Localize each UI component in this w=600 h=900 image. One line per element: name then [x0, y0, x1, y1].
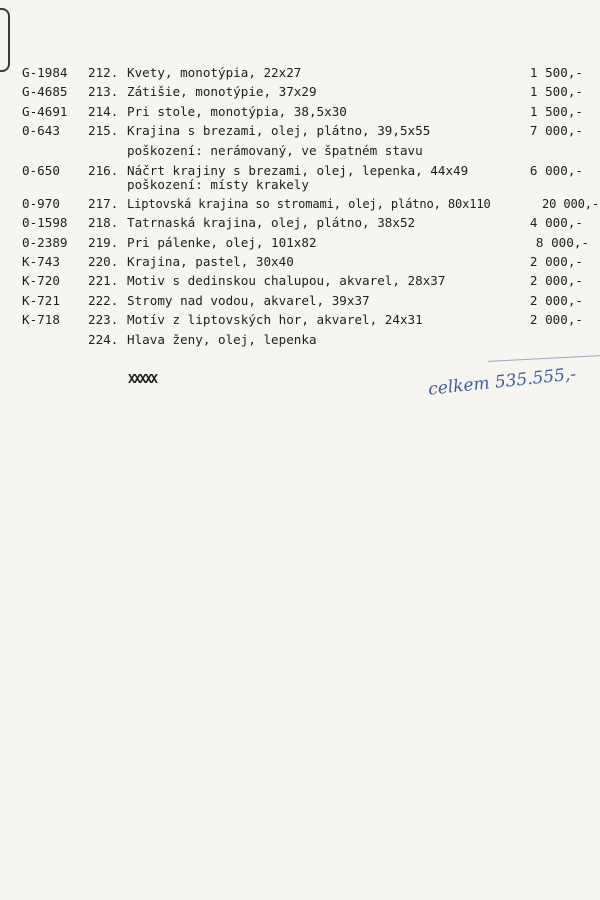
item-description: Krajina, pastel, 30x40: [127, 254, 294, 269]
item-description: Motív z liptovských hor, akvarel, 24x31: [127, 312, 423, 327]
item-price: 2 000,-: [529, 273, 583, 288]
item-description: Tatrnaská krajina, olej, plátno, 38x52: [127, 215, 416, 230]
list-item: [0, 83, 600, 101]
item-description: Hlava ženy, olej, lepenka: [127, 332, 317, 347]
list-item: [0, 311, 600, 329]
list-item: [0, 253, 600, 271]
list-item: [0, 103, 600, 121]
inventory-code: 0-1598: [22, 215, 68, 230]
inventory-code: 0-643: [22, 123, 60, 138]
list-item: [0, 234, 600, 252]
item-price: 2 000,-: [529, 312, 583, 327]
inventory-code: G-4691: [22, 104, 68, 119]
item-number: 221.: [88, 273, 119, 288]
item-price: 2 000,-: [529, 254, 583, 269]
item-price: 1 500,-: [529, 65, 583, 80]
item-number: 216.: [88, 163, 119, 178]
handwritten-total: celkem 535.555,-: [427, 364, 577, 400]
list-item: [0, 331, 600, 349]
item-number: 224.: [88, 332, 119, 347]
inventory-code: K-721: [22, 293, 60, 308]
item-description: Pri stole, monotýpia, 38,5x30: [127, 104, 347, 119]
damage-note: poškození: místy krakely: [127, 177, 309, 192]
item-description: Krajina s brezami, olej, plátno, 39,5x55: [127, 123, 431, 138]
item-number: 217.: [88, 196, 119, 211]
inventory-code: 0-650: [22, 163, 60, 178]
item-number: 213.: [88, 84, 119, 99]
item-description: Kvety, monotýpia, 22x27: [127, 65, 302, 80]
item-price: 2 000,-: [529, 293, 583, 308]
list-item: [0, 64, 600, 82]
inventory-code: G-1984: [22, 65, 68, 80]
list-item: [0, 272, 600, 290]
inventory-code: K-720: [22, 273, 60, 288]
item-price: 6 000,-: [529, 163, 583, 178]
item-price: 8 000,-: [535, 235, 589, 250]
item-price: 1 500,-: [529, 84, 583, 99]
inventory-code: G-4685: [22, 84, 68, 99]
list-item: [0, 214, 600, 232]
item-description: Náčrt krajiny s brezami, olej, lepenka, 44x49: [127, 163, 469, 178]
item-number: 222.: [88, 293, 119, 308]
list-item: [0, 122, 600, 140]
item-description: Motiv s dedinskou chalupou, akvarel, 28x37: [127, 273, 446, 288]
item-description: Liptovská krajina so stromami, olej, plátno, 80x110: [127, 197, 491, 211]
item-number: 215.: [88, 123, 119, 138]
damage-note: poškození: nerámovaný, ve špatném stavu: [127, 143, 423, 158]
item-number: 223.: [88, 312, 119, 327]
inventory-code: 0-2389: [22, 235, 68, 250]
item-number: 214.: [88, 104, 119, 119]
inventory-code: K-743: [22, 254, 60, 269]
item-description: Pri pálenke, olej, 101x82: [127, 235, 317, 250]
paper-clip-mark: [0, 8, 10, 72]
list-item: [0, 195, 600, 213]
item-description: Stromy nad vodou, akvarel, 39x37: [127, 293, 370, 308]
item-price: 7 000,-: [529, 123, 583, 138]
item-number: 220.: [88, 254, 119, 269]
item-price: 4 000,-: [529, 215, 583, 230]
inventory-code: 0-970: [22, 196, 60, 211]
list-item: [0, 292, 600, 310]
pencil-underline: [488, 355, 600, 362]
struck-out-text: XXXXX: [128, 371, 156, 386]
item-number: 212.: [88, 65, 119, 80]
item-number: 218.: [88, 215, 119, 230]
item-price: 1 500,-: [529, 104, 583, 119]
item-price: 20 000,-: [541, 197, 599, 211]
item-description: Zátišie, monotýpie, 37x29: [127, 84, 317, 99]
inventory-code: K-718: [22, 312, 60, 327]
item-number: 219.: [88, 235, 119, 250]
